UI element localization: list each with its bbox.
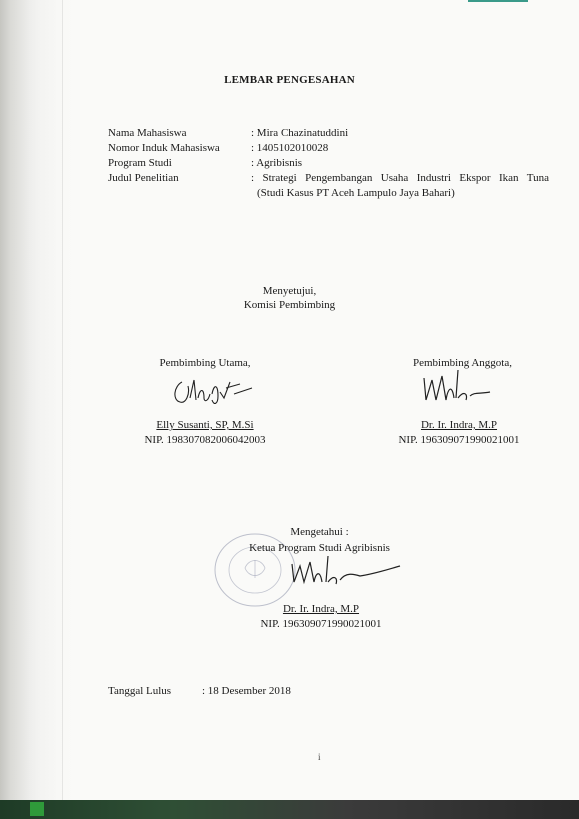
info-value: : Mira Chazinatuddini bbox=[251, 127, 349, 139]
acknowledge-line1: Mengetahui : bbox=[290, 526, 349, 538]
info-value: : 1405102010028 bbox=[251, 142, 329, 154]
graduation-label: Tanggal Lulus bbox=[108, 685, 172, 697]
graduation-row bbox=[108, 685, 291, 697]
page-title: LEMBAR PENGESAHAN bbox=[224, 74, 355, 86]
binding-line bbox=[62, 0, 63, 800]
advisor-nip: NIP. 198307082006042003 bbox=[144, 434, 266, 446]
info-label: Nomor Induk Mahasiswa bbox=[108, 142, 220, 154]
info-row-program bbox=[108, 156, 549, 171]
info-label: Nama Mahasiswa bbox=[108, 127, 187, 139]
info-label: Judul Penelitian bbox=[108, 172, 179, 184]
info-value-continued: (Studi Kasus PT Aceh Lampulo Jaya Bahari) bbox=[257, 187, 455, 199]
acknowledge-line2: Ketua Program Studi Agribisnis bbox=[249, 542, 390, 554]
info-value: : Strategi Pengembangan Usaha Industri Ekspor Ikan Tuna bbox=[251, 172, 549, 184]
info-row-title bbox=[108, 171, 549, 186]
bottom-edge bbox=[0, 800, 579, 819]
advisor-name: Dr. Ir. Indra, M.P bbox=[420, 419, 498, 431]
top-accent bbox=[468, 0, 528, 2]
advisor-main-identity bbox=[125, 418, 285, 448]
advisor-role: Pembimbing Anggota, bbox=[413, 357, 512, 369]
student-info bbox=[108, 126, 549, 201]
page-number: i bbox=[318, 752, 321, 762]
advisor-nip: NIP. 196309071990021001 bbox=[398, 434, 520, 446]
advisor-main-block bbox=[130, 356, 280, 371]
approval-line2: Komisi Pembimbing bbox=[243, 299, 336, 311]
signature-image bbox=[418, 364, 493, 408]
head-nip: NIP. 196309071990021001 bbox=[260, 618, 382, 630]
advisor-role: Pembimbing Utama, bbox=[159, 357, 251, 369]
graduation-date: : 18 Desember 2018 bbox=[202, 685, 291, 697]
signature-image bbox=[168, 374, 258, 408]
info-row-nim bbox=[108, 141, 549, 156]
head-name: Dr. Ir. Indra, M.P bbox=[282, 603, 360, 615]
info-value: : Agribisnis bbox=[251, 157, 303, 169]
advisor-member-identity bbox=[384, 418, 534, 448]
info-row-title-cont bbox=[108, 186, 549, 201]
signature-image bbox=[284, 552, 404, 588]
binding-shadow bbox=[0, 0, 64, 800]
advisor-name: Elly Susanti, SP, M.Si bbox=[156, 419, 254, 431]
approval-line1: Menyetujui, bbox=[262, 285, 317, 297]
acknowledge-identity bbox=[246, 602, 396, 632]
info-label: Program Studi bbox=[108, 157, 172, 169]
info-row-name bbox=[108, 126, 549, 141]
